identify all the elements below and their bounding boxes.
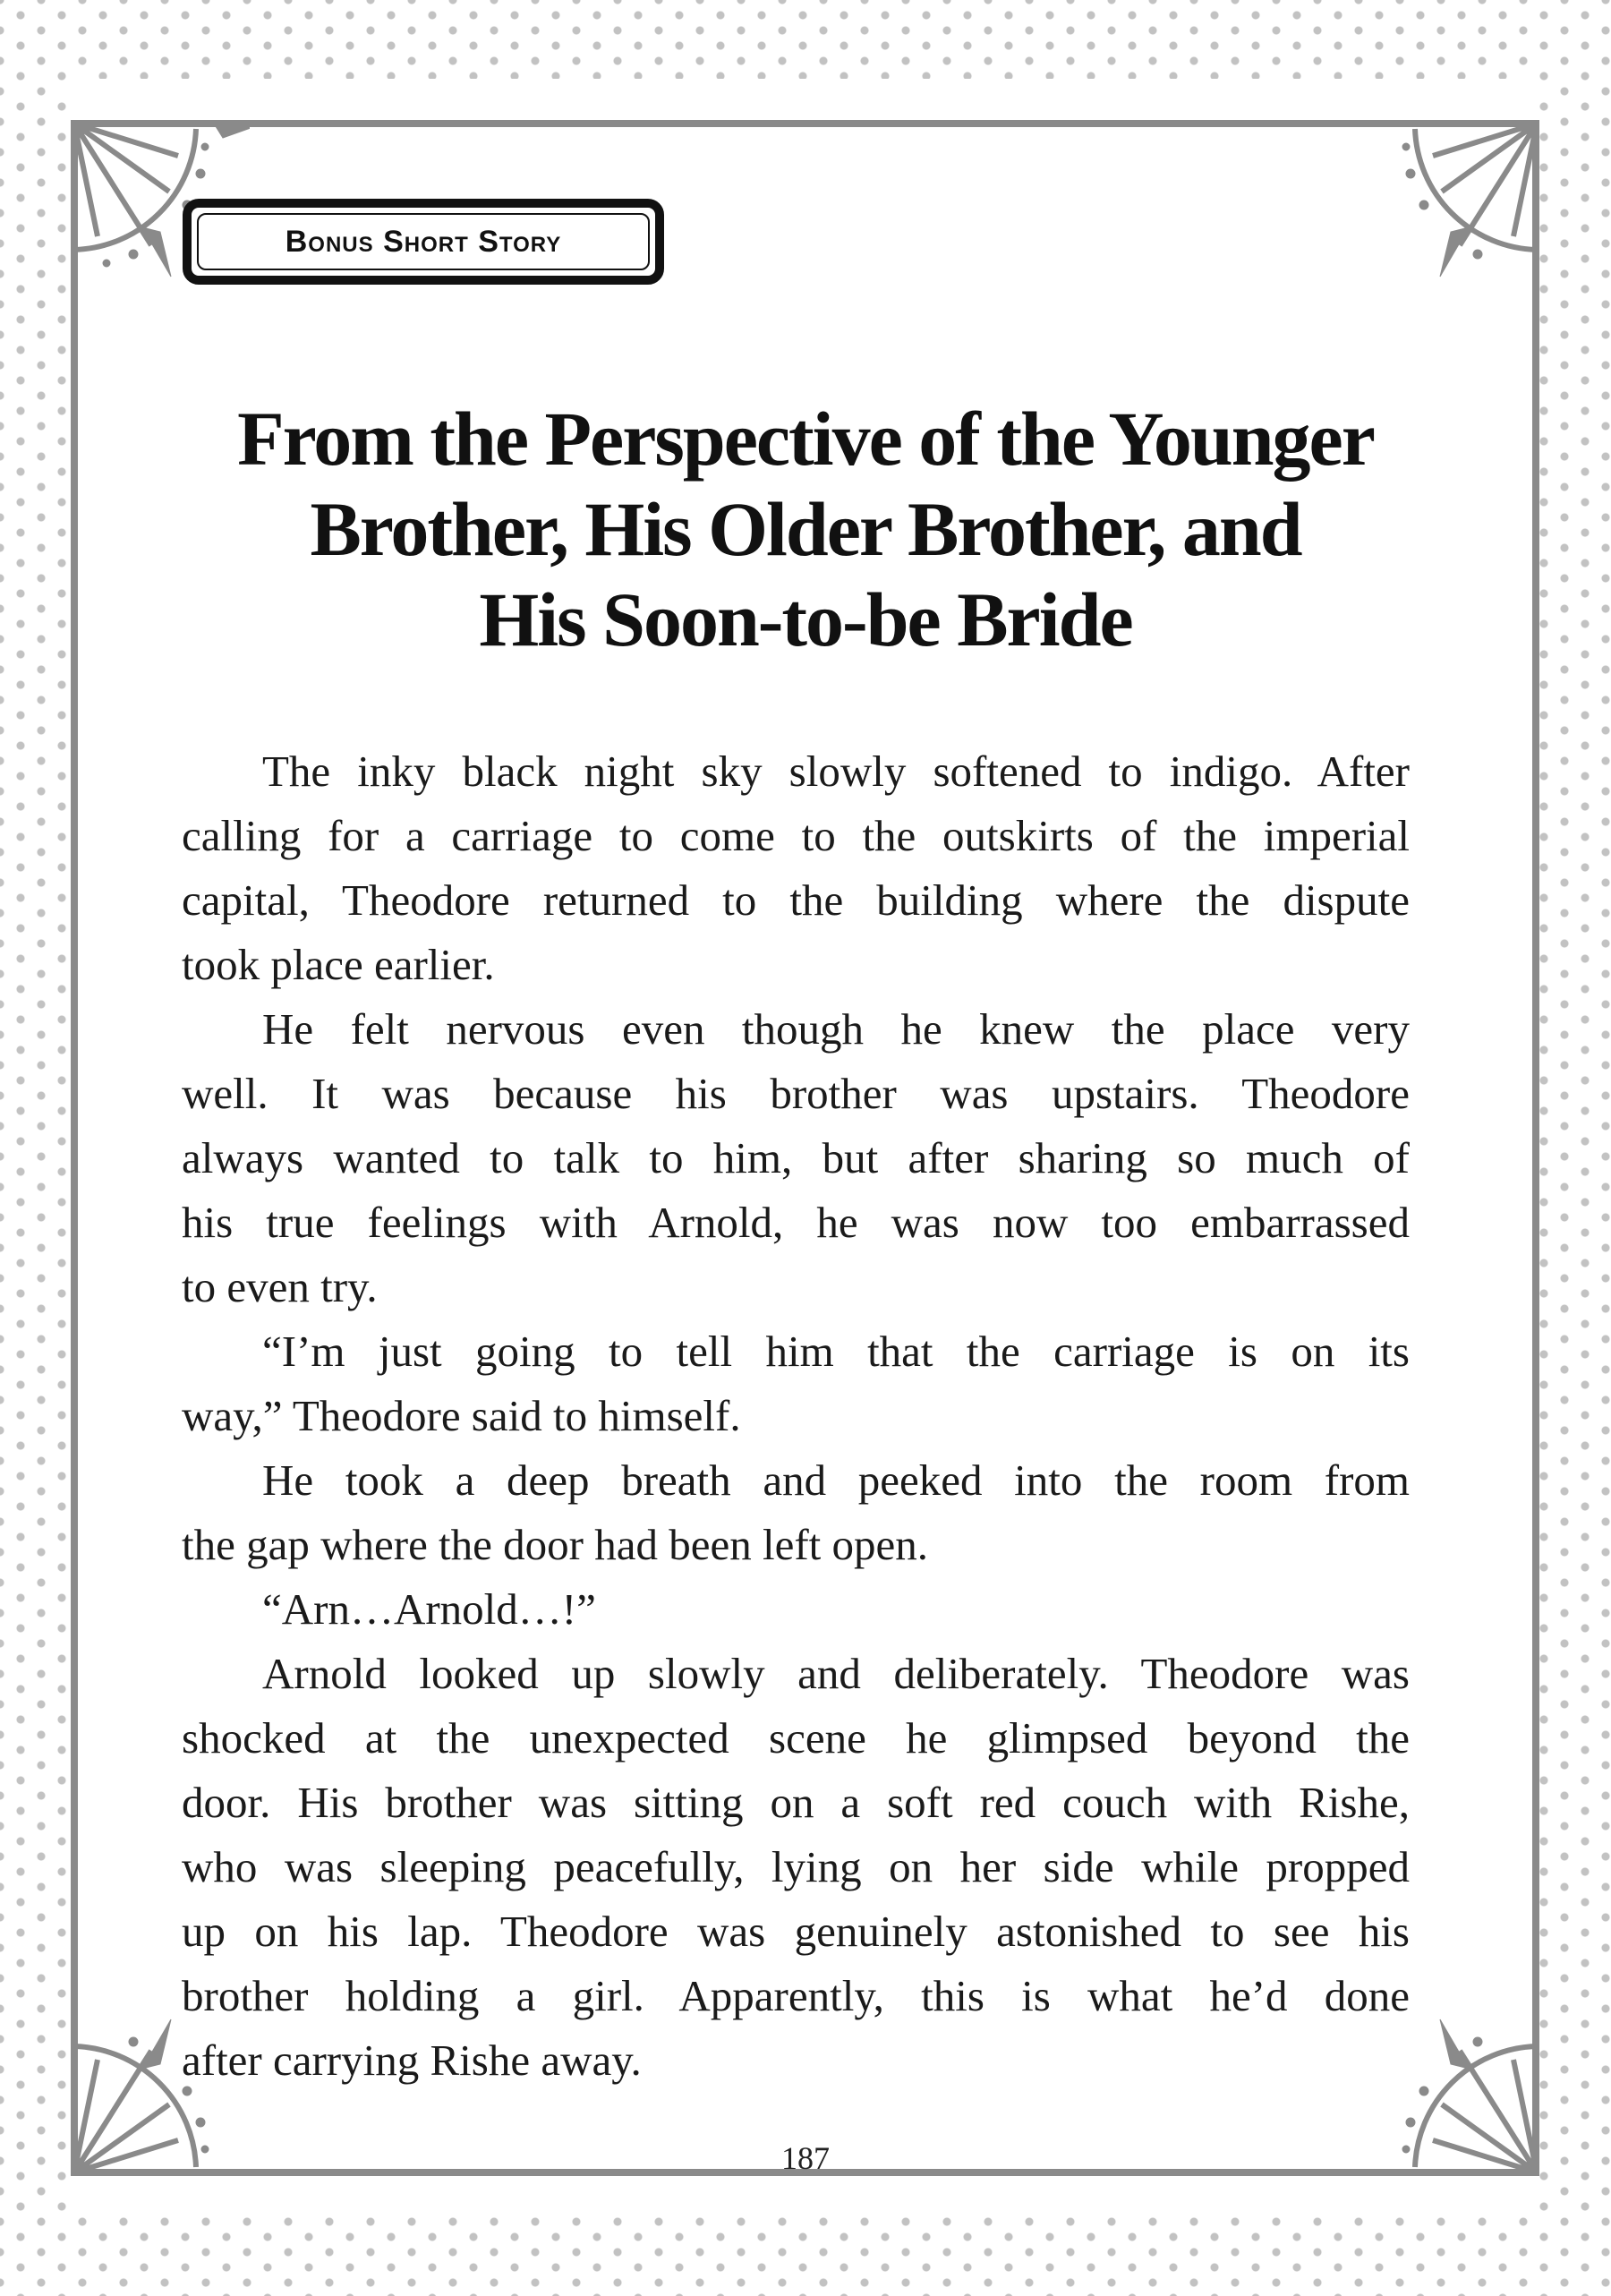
title-line: From the Perspective of the Younger [237,396,1374,482]
text-line: who was sleeping peacefully, lying on her side while propped [182,1842,1410,1891]
text-line: He felt nervous even though he knew the place very [262,1004,1410,1054]
paragraph [182,997,1410,1319]
paragraph [182,1319,1410,1448]
story-body [182,739,1410,2093]
page-number: 187 [781,2140,830,2176]
text-line: the gap where the door had been left open. [182,1520,929,1569]
corner-ornament-icon [1361,120,1540,299]
title-line: Brother, His Older Brother, and [310,486,1301,572]
text-line: brother holding a girl. Apparently, this is what he’d done [182,1971,1410,2020]
text-line: up on his lap. Theodore was genuinely astonished to see his [182,1907,1410,1956]
text-line: way,” Theodore said to himself. [182,1391,741,1440]
paragraph [182,1577,1410,1642]
paragraph [182,1448,1410,1577]
text-line: his true feelings with Arnold, he was now too embarrassed [182,1198,1410,1247]
bonus-story-badge [183,199,664,285]
text-line: took place earlier. [182,940,495,989]
badge-label: Bonus Short Story [285,224,562,259]
title-line: His Soon-to-be Bride [479,576,1132,662]
text-line: “I’m just going to tell him that the carriage is on its [262,1327,1410,1376]
text-line: “Arn…Arnold…!” [262,1584,596,1634]
text-line: to even try. [182,1262,378,1311]
text-line: shocked at the unexpected scene he glimpsed beyond the [182,1713,1410,1763]
text-line: well. It was because his brother was upstairs. Theodore [182,1069,1410,1118]
text-line: after carrying Rishe away. [182,2036,642,2085]
paragraph [182,739,1410,997]
text-line: He took a deep breath and peeked into the room from [262,1455,1410,1505]
text-line: capital, Theodore returned to the building where the dispute [182,875,1410,925]
chapter-title [134,394,1477,665]
text-line: door. His brother was sitting on a soft red couch with Rishe, [182,1778,1410,1827]
text-line: calling for a carriage to come to the outskirts of the imperial [182,811,1410,860]
paragraph [182,1642,1410,2093]
text-line: always wanted to talk to him, but after sharing so much of [182,1133,1410,1182]
text-line: Arnold looked up slowly and deliberately. Theodore was [262,1649,1410,1698]
text-line: The inky black night sky slowly softened to indigo. After [262,747,1410,796]
